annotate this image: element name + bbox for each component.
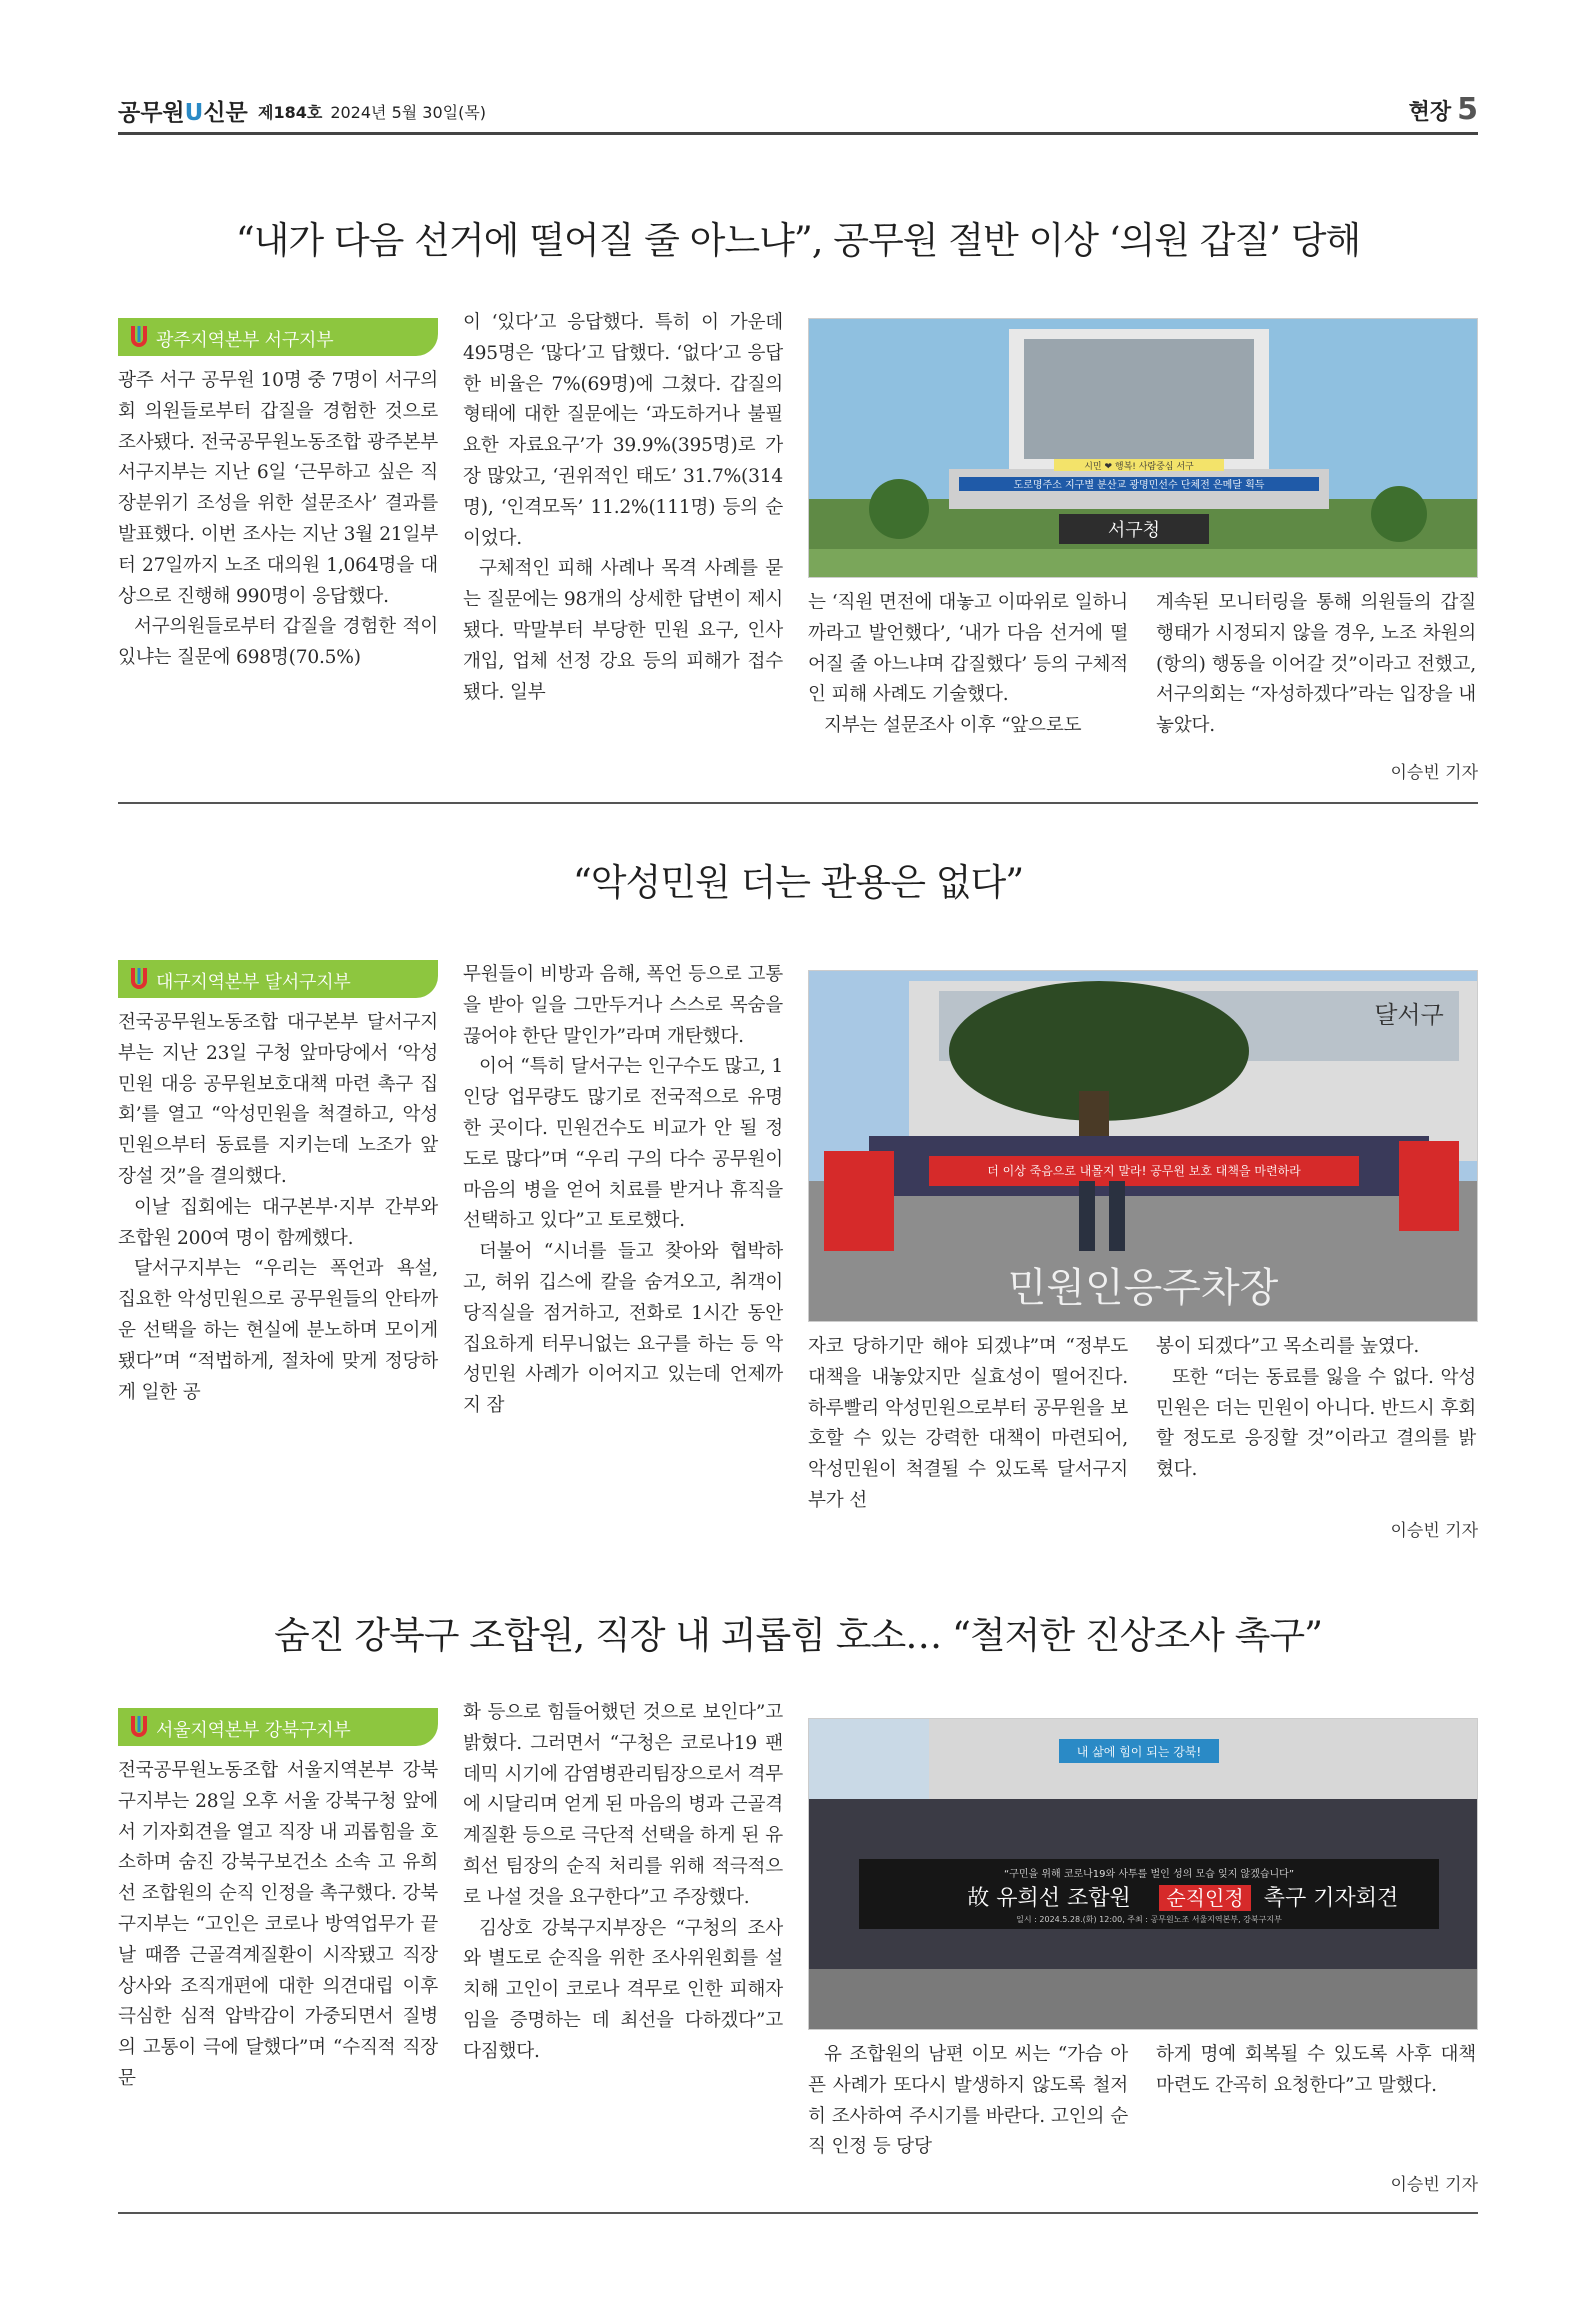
- paragraph: 김상호 강북구지부장은 “구청의 조사와 별도로 순직을 위한 조사위원회를 설치해 고인이 코로나 격무로 인한 피해자임을 증명하는 데 최선을 다하겠다”고 다짐했다.: [463, 1917, 783, 2062]
- photo-sign: 달서구: [1374, 1001, 1444, 1029]
- photo-illustration: [809, 971, 1477, 1321]
- paragraph: 이어 “특히 달서구는 인구수도 많고, 1인당 업무량도 많기로 전국적으로 유명한 곳이다. 민원건수도 비교가 안 될 정도로 많다”며 “우리 구의 다수 공무원이 마음의 병을 얻어 치료를 받거나 휴직을 선택하고 있다”고 토로했다.: [463, 1056, 783, 1232]
- article-1: [118, 190, 1478, 810]
- photo-banner: 더 이상 죽음으로 내몰지 말라! 공무원 보호 대책을 마련하라: [987, 1164, 1301, 1178]
- paragraph: 자코 당하기만 해야 되겠냐”며 “정부도 대책을 내놓았지만 실효성이 떨어진다. 하루빨리 악성민원으로부터 공무원을 보호할 수 있는 강력한 대책이 마련되어, 악성민원이 척결될 수 있도록 달서구지부가 선: [808, 1336, 1128, 1511]
- region-tag: [118, 318, 438, 356]
- photo-road-text: 민원인응주차장: [1007, 1265, 1279, 1311]
- region-tag-label: 대구지역본부 달서구지부: [156, 972, 351, 993]
- article-headline: 숨진 강북구 조합원, 직장 내 괴롭힘 호소… “철저한 진상조사 촉구”: [274, 1614, 1322, 1657]
- article-3: [118, 1580, 1478, 2260]
- photo-banner-main-pre: 故 유희선 조합원: [967, 1886, 1131, 1911]
- section-name: 현장: [1408, 100, 1452, 125]
- article-headline: “악성민원 더는 관용은 없다”: [572, 861, 1024, 904]
- byline: 이승빈 기자: [1390, 763, 1478, 783]
- paragraph: 이날 집회에는 대구본부·지부 간부와 조합원 200여 명이 함께했다.: [118, 1196, 438, 1249]
- photo-banner-1: 시민 ❤ 행복! 사람중심 서구: [1084, 462, 1194, 472]
- byline: 이승빈 기자: [1390, 2175, 1478, 2195]
- section-label: [1409, 92, 1478, 127]
- paragraph: 유 조합원의 남편 이모 씨는 “가슴 아픈 사례가 또다시 발생하지 않도록 철저히 조사하여 주시기를 바란다. 고인의 순직 인정 등 당당: [808, 2044, 1128, 2158]
- article-column-2: [463, 960, 783, 1422]
- union-u-icon: [130, 1714, 148, 1740]
- article-column-4: [1156, 588, 1476, 742]
- paragraph: 전국공무원노동조합 서울지역본부 강북구지부는 28일 오후 서울 강북구청 앞에서 기자회견을 열고 직장 내 괴롭힘을 호소하며 숨진 강북구보건소 소속 고 유희선 조합원의 순직 인정을 촉구했다. 강북구지부는 “고인은 코로나 방역업무가 끝날 때쯤 근골격계질환이 시작됐고 직장 상사와 조직개편에 대한 의견대립 이후 극심한 심적 압박감이 가중되면서 질병의 고통이 극에 달했다”며 “수직적 직장 문: [118, 1760, 438, 2089]
- photo-banner-small: 일시 : 2024.5.28.(화) 12:00, 주최 : 공무원노조 서울지역본부, 강북구지부: [1016, 1915, 1282, 1924]
- logo-u: U: [184, 100, 204, 126]
- paragraph: 하게 명예 회복될 수 있도록 사후 대책 마련도 간곡히 요청한다”고 말했다.: [1156, 2044, 1476, 2096]
- article-photo-gu-office: [808, 318, 1478, 578]
- newspaper-logo: [118, 94, 248, 127]
- paragraph: 또한 “더는 동료를 잃을 수 없다. 악성민원은 더는 민원이 아니다. 반드시 후회할 정도로 응징할 것”이라고 결의를 밝혔다.: [1156, 1366, 1476, 1481]
- photo-banner-2: 도로명주소 지구별 분산교 광명민선수 단체전 은메달 획득: [1013, 480, 1265, 491]
- photo-banner-sub: “구민을 위해 코로나19와 사투를 벌인 성의 모습 잊지 않겠습니다”: [1003, 1869, 1295, 1880]
- issue-date: 2024년 5월 30일(목): [330, 103, 487, 122]
- paragraph: 광주 서구 공무원 10명 중 7명이 서구의회 의원들로부터 갑질을 경험한 것으로 조사됐다. 전국공무원노동조합 광주본부 서구지부는 지난 6일 ‘근무하고 싶은 직장분위기 조성을 위한 설문조사’ 결과를 발표했다. 이번 조사는 지난 3월 21일부터 27일까지 노조 대의원 1,064명을 대상으로 진행해 990명이 응답했다.: [118, 370, 438, 607]
- paragraph: 는 ‘직원 면전에 대놓고 이따위로 일하니까라고 발언했다’, ‘내가 다음 선거에 떨어질 줄 아느냐며 갑질했다’ 등의 구체적인 피해 사례도 기술했다.: [808, 592, 1128, 706]
- article-divider: [118, 2212, 1478, 2214]
- region-tag-label: 광주지역본부 서구지부: [156, 330, 334, 351]
- article-column-4: [1156, 1332, 1476, 1486]
- paragraph: 더불어 “시너를 들고 찾아와 협박하고, 허위 깁스에 칼을 숨겨오고, 취객이 당직실을 점거하고, 전화로 1시간 동안 집요하게 터무니없는 요구를 하는 등 악성민원 사례가 이어지고 있는데 언제까지 잠: [463, 1241, 783, 1417]
- photo-sign: 내 삶에 힘이 되는 강북!: [1076, 1745, 1202, 1759]
- paragraph: 화 등으로 힘들어했던 것으로 보인다”고 밝혔다. 그러면서 “구청은 코로나19 팬데믹 시기에 감염병관리팀장으로서 격무에 시달리며 얻게 된 마음의 병과 근골격계질환 등으로 극단적 선택을 하게 된 유희선 팀장의 순직 처리를 위해 적극적으로 나설 것을 요구한다”고 주장했다.: [463, 1702, 783, 1908]
- paragraph: 이 ‘있다’고 응답했다. 특히 이 가운데 495명은 ‘많다’고 답했다. ‘없다’고 응답한 비율은 7%(69명)에 그쳤다. 갑질의 형태에 대한 질문에는 ‘과도하거나 불필요한 자료요구’가 39.9%(395명)로 가장 많았고, ‘권위적인 태도’ 31.7%(314명), ‘인격모독’ 11.2%(111명) 등의 순이었다.: [463, 312, 783, 549]
- paragraph: 지부는 설문조사 이후 “앞으로도: [824, 715, 1082, 737]
- article-column-2: [463, 1698, 783, 2068]
- issue-number: 제184호: [258, 103, 323, 122]
- article-column-4: [1156, 2040, 1476, 2102]
- article-2: [118, 830, 1478, 1550]
- paragraph: 서구의원들로부터 갑질을 경험한 적이 있냐는 질문에 698명(70.5%): [118, 616, 438, 669]
- masthead: [118, 92, 1478, 135]
- region-tag: [118, 960, 438, 998]
- article-column-1: [118, 1708, 438, 2095]
- logo-text: 공무원: [118, 100, 185, 126]
- photo-sign: 서구청: [1107, 520, 1161, 541]
- issue-info: [258, 100, 486, 123]
- photo-illustration: [809, 319, 1477, 577]
- paragraph: 전국공무원노동조합 대구본부 달서구지부는 지난 23일 구청 앞마당에서 ‘악성민원 대응 공무원보호대책 마련 촉구 집회’를 열고 “악성민원을 척결하고, 악성민원으부터 동료를 지키는데 노조가 앞장설 것”을 결의했다.: [118, 1012, 438, 1187]
- union-u-icon: [130, 966, 148, 992]
- article-divider: [118, 802, 1478, 804]
- region-tag: [118, 1708, 438, 1746]
- union-u-icon: [130, 324, 148, 350]
- article-column-2: [463, 308, 783, 708]
- article-photo-rally: [808, 970, 1478, 1322]
- article-column-1: [118, 318, 438, 674]
- page-number: 5: [1457, 92, 1478, 127]
- article-photo-press-conference: [808, 1718, 1478, 2030]
- article-column-3: [808, 588, 1128, 742]
- photo-banner-main-mid: 순직인정: [1166, 1886, 1244, 1910]
- photo-illustration: [809, 1719, 1477, 2029]
- region-tag-label: 서울지역본부 강북구지부: [156, 1720, 351, 1741]
- paragraph: 계속된 모니터링을 통해 의원들의 갑질 행태가 시정되지 않을 경우, 노조 차원의 (항의) 행동을 이어갈 것”이라고 전했고, 서구의회는 “자성하겠다”라는 입장을 내놓았다.: [1156, 592, 1476, 737]
- paragraph: 무원들이 비방과 음해, 폭언 등으로 고통을 받아 일을 그만두거나 스스로 목숨을 끊어야 한단 말인가”라며 개탄했다.: [463, 964, 783, 1047]
- article-column-3: [808, 2040, 1128, 2163]
- article-column-1: [118, 960, 438, 1408]
- byline: 이승빈 기자: [1390, 1521, 1478, 1541]
- photo-banner-main-post: 촉구 기자회견: [1263, 1886, 1399, 1911]
- logo-tail: 신문: [203, 100, 248, 126]
- paragraph: 구체적인 피해 사례나 목격 사례를 묻는 질문에는 98개의 상세한 답변이 제시됐다. 막말부터 부당한 민원 요구, 인사 개입, 업체 선정 강요 등의 피해가 접수됐다. 일부: [463, 558, 783, 703]
- article-column-3: [808, 1332, 1128, 1517]
- paragraph: 봉이 되겠다”고 목소리를 높였다.: [1156, 1336, 1420, 1357]
- paragraph: 달서구지부는 “우리는 폭언과 욕설, 집요한 악성민원으로 공무원들의 안타까운 선택을 하는 현실에 분노하며 모이게 됐다”며 “적법하게, 절차에 맞게 정당하게 일한 공: [118, 1258, 438, 1403]
- article-headline: “내가 다음 선거에 떨어질 줄 아느냐”, 공무원 절반 이상 ‘의원 갑질’ 당해: [235, 219, 1361, 262]
